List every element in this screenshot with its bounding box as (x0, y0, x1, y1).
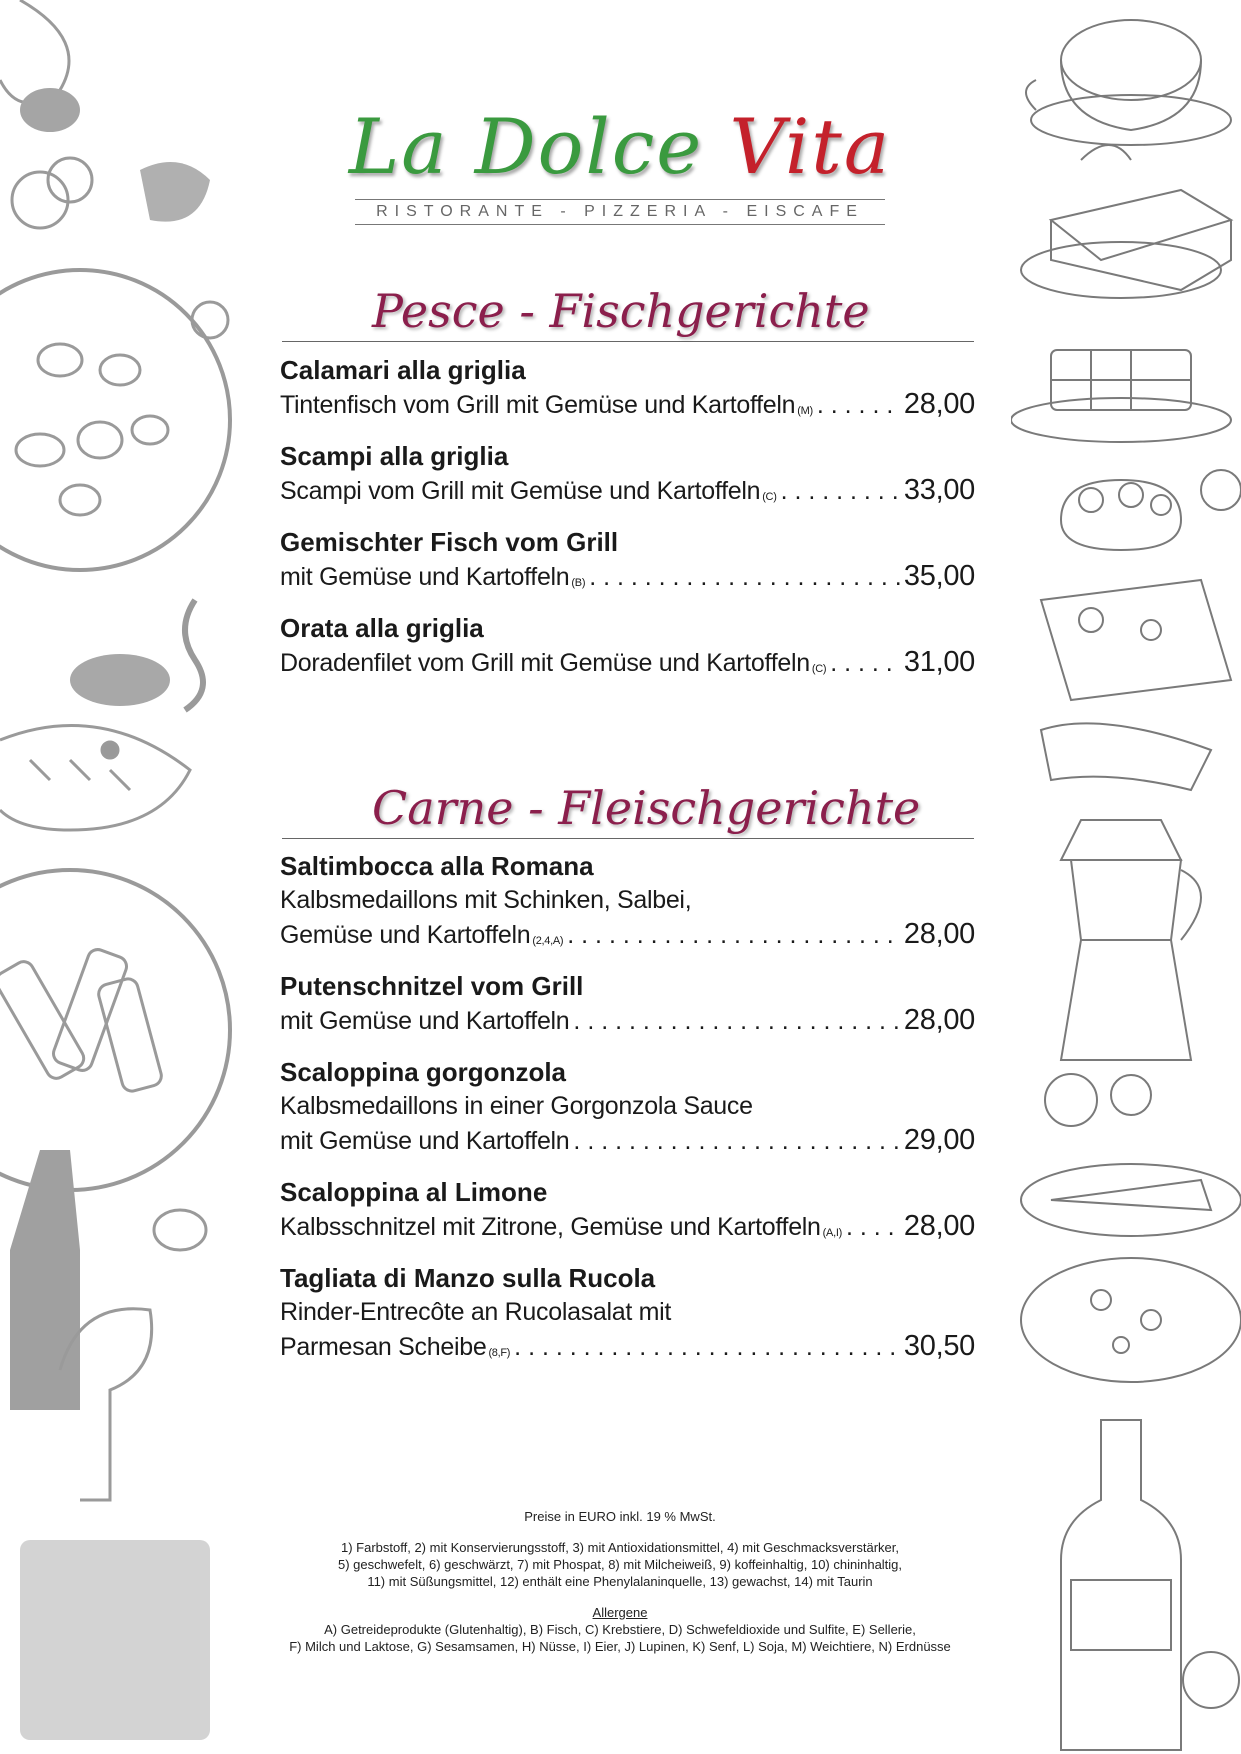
vat-notice: Preise in EURO inkl. 19 % MwSt. (524, 1509, 716, 1524)
dot-leader (781, 474, 900, 508)
menu-item (280, 440, 975, 508)
allergens-line: F) Milch und Laktose, G) Sesamsamen, H) Nüsse, I) Eier, J) Lupinen, K) Senf, L) Soja, M) Weichtiere, N) Erdnüsse (289, 1639, 951, 1654)
restaurant-logo (340, 102, 900, 225)
dish-price-row (280, 387, 975, 422)
dish-description-wrap (280, 1124, 569, 1158)
dish-description: Doradenfilet vom Grill mit Gemüse und Kartoffeln (280, 649, 810, 677)
dish-description-wrap (280, 646, 826, 680)
dish-description-wrap (280, 560, 585, 594)
dish-price-row (280, 1123, 975, 1158)
menu-item (280, 850, 975, 952)
section-divider (282, 838, 974, 839)
dish-description-wrap (280, 388, 813, 422)
menu-item (280, 612, 975, 680)
allergen-note: (C) (811, 663, 827, 675)
dot-leader (514, 1330, 900, 1364)
dish-description: mit Gemüse und Kartoffeln (280, 1127, 570, 1155)
dish-description: Parmesan Scheibe (280, 1333, 487, 1361)
additives-legend (240, 1539, 1000, 1590)
dot-leader (573, 1124, 900, 1158)
dish-price-row (280, 645, 975, 680)
allergens-line: A) Getreideprodukte (Glutenhaltig), B) Fisch, C) Krebstiere, D) Schwefeldioxide und Sulfite, E) Sellerie, (324, 1622, 916, 1637)
dish-price-row (280, 473, 975, 508)
additives-line: 11) mit Süßungsmittel, 12) enthält eine Phenylalaninquelle, 13) gewachst, 14) mit Taurin (367, 1574, 873, 1589)
dot-leader (830, 646, 900, 680)
dish-price: 28,00 (903, 918, 975, 950)
section-title: Pesce - Fischgerichte (372, 284, 870, 338)
allergen-note: (M) (797, 405, 813, 417)
dish-description-wrap (280, 1004, 569, 1038)
dish-description: Gemüse und Kartoffeln (280, 921, 531, 949)
dish-price: 28,00 (903, 1210, 975, 1242)
dish-description: Rinder-Entrecôte an Rucolasalat mit (280, 1298, 672, 1326)
dish-name: Scampi alla griglia (280, 441, 509, 471)
dish-description-wrap (280, 918, 563, 952)
logo-title-part2: Vita (729, 102, 892, 191)
dish-price: 33,00 (903, 474, 975, 506)
additives-line: 1) Farbstoff, 2) mit Konservierungsstoff, 3) mit Antioxidationsmittel, 4) mit Geschmacksverstärker, (341, 1540, 899, 1555)
dish-price: 31,00 (903, 646, 975, 678)
dish-price: 30,50 (903, 1330, 975, 1362)
food-illustration-right (1011, 0, 1241, 1754)
menu-item (280, 1176, 975, 1244)
dish-price: 35,00 (903, 560, 975, 592)
section-title: Carne - Fleischgerichte (372, 781, 921, 835)
dish-price: 28,00 (903, 1004, 975, 1036)
allergen-note: (2,4,A) (532, 935, 564, 947)
dish-price-row (280, 1003, 975, 1038)
dish-price: 29,00 (903, 1124, 975, 1156)
dish-description: mit Gemüse und Kartoffeln (280, 563, 570, 591)
menu-list-pesce (280, 354, 975, 698)
logo-title-part1: La Dolce (348, 102, 730, 191)
logo-subtitle: RISTORANTE - PIZZERIA - EISCAFE (355, 199, 885, 225)
dot-leader (846, 1210, 900, 1244)
dish-description: Kalbsmedaillons mit Schinken, Salbei, (280, 886, 692, 914)
dish-price-row (280, 559, 975, 594)
dish-name: Gemischter Fisch vom Grill (280, 527, 619, 557)
menu-item (280, 970, 975, 1038)
dish-name: Scaloppina gorgonzola (280, 1057, 567, 1087)
additives-line: 5) geschwefelt, 6) geschwärzt, 7) mit Phospat, 8) mit Milcheiweiß, 9) koffeinhaltig, 10) chininhaltig, (337, 1557, 903, 1572)
dish-price-row (280, 1329, 975, 1364)
dish-price: 28,00 (903, 388, 975, 420)
dish-description-wrap (280, 1330, 510, 1364)
dish-description: mit Gemüse und Kartoffeln (280, 1007, 570, 1035)
dish-description-wrap (280, 474, 777, 508)
allergen-note: (A,I) (822, 1227, 842, 1239)
menu-item (280, 526, 975, 594)
allergen-note: (8,F) (488, 1347, 511, 1359)
allergen-note: (C) (762, 491, 777, 503)
menu-item (280, 354, 975, 422)
allergens-legend (240, 1621, 1000, 1655)
dot-leader (573, 1004, 900, 1038)
menu-item (280, 1056, 975, 1158)
food-illustration-left (0, 0, 250, 1754)
dish-price-row (280, 917, 975, 952)
dish-name: Calamari alla griglia (280, 355, 526, 385)
section-divider (282, 341, 974, 342)
dish-name: Scaloppina al Limone (280, 1177, 548, 1207)
dot-leader (817, 388, 900, 422)
dish-description: Kalbsmedaillons in einer Gorgonzola Sauce (280, 1092, 753, 1120)
menu-item (280, 1262, 975, 1364)
dish-price-row (280, 1209, 975, 1244)
dish-name: Tagliata di Manzo sulla Rucola (280, 1263, 656, 1293)
dot-leader (567, 918, 900, 952)
dish-description-wrap (280, 1210, 842, 1244)
section-header-carne (282, 780, 974, 839)
dish-name: Orata alla griglia (280, 613, 484, 643)
section-header-pesce (282, 283, 974, 342)
allergens-heading: Allergene (592, 1605, 648, 1620)
dish-description: Tintenfisch vom Grill mit Gemüse und Kartoffeln (280, 391, 796, 419)
allergen-note: (B) (571, 577, 586, 589)
menu-footer (240, 1508, 1000, 1669)
menu-list-carne (280, 850, 975, 1382)
dot-leader (589, 560, 900, 594)
dish-name: Saltimbocca alla Romana (280, 851, 594, 881)
logo-title (340, 102, 900, 191)
dish-description: Scampi vom Grill mit Gemüse und Kartoffeln (280, 477, 761, 505)
dish-description: Kalbsschnitzel mit Zitrone, Gemüse und Kartoffeln (280, 1213, 821, 1241)
dish-name: Putenschnitzel vom Grill (280, 971, 584, 1001)
